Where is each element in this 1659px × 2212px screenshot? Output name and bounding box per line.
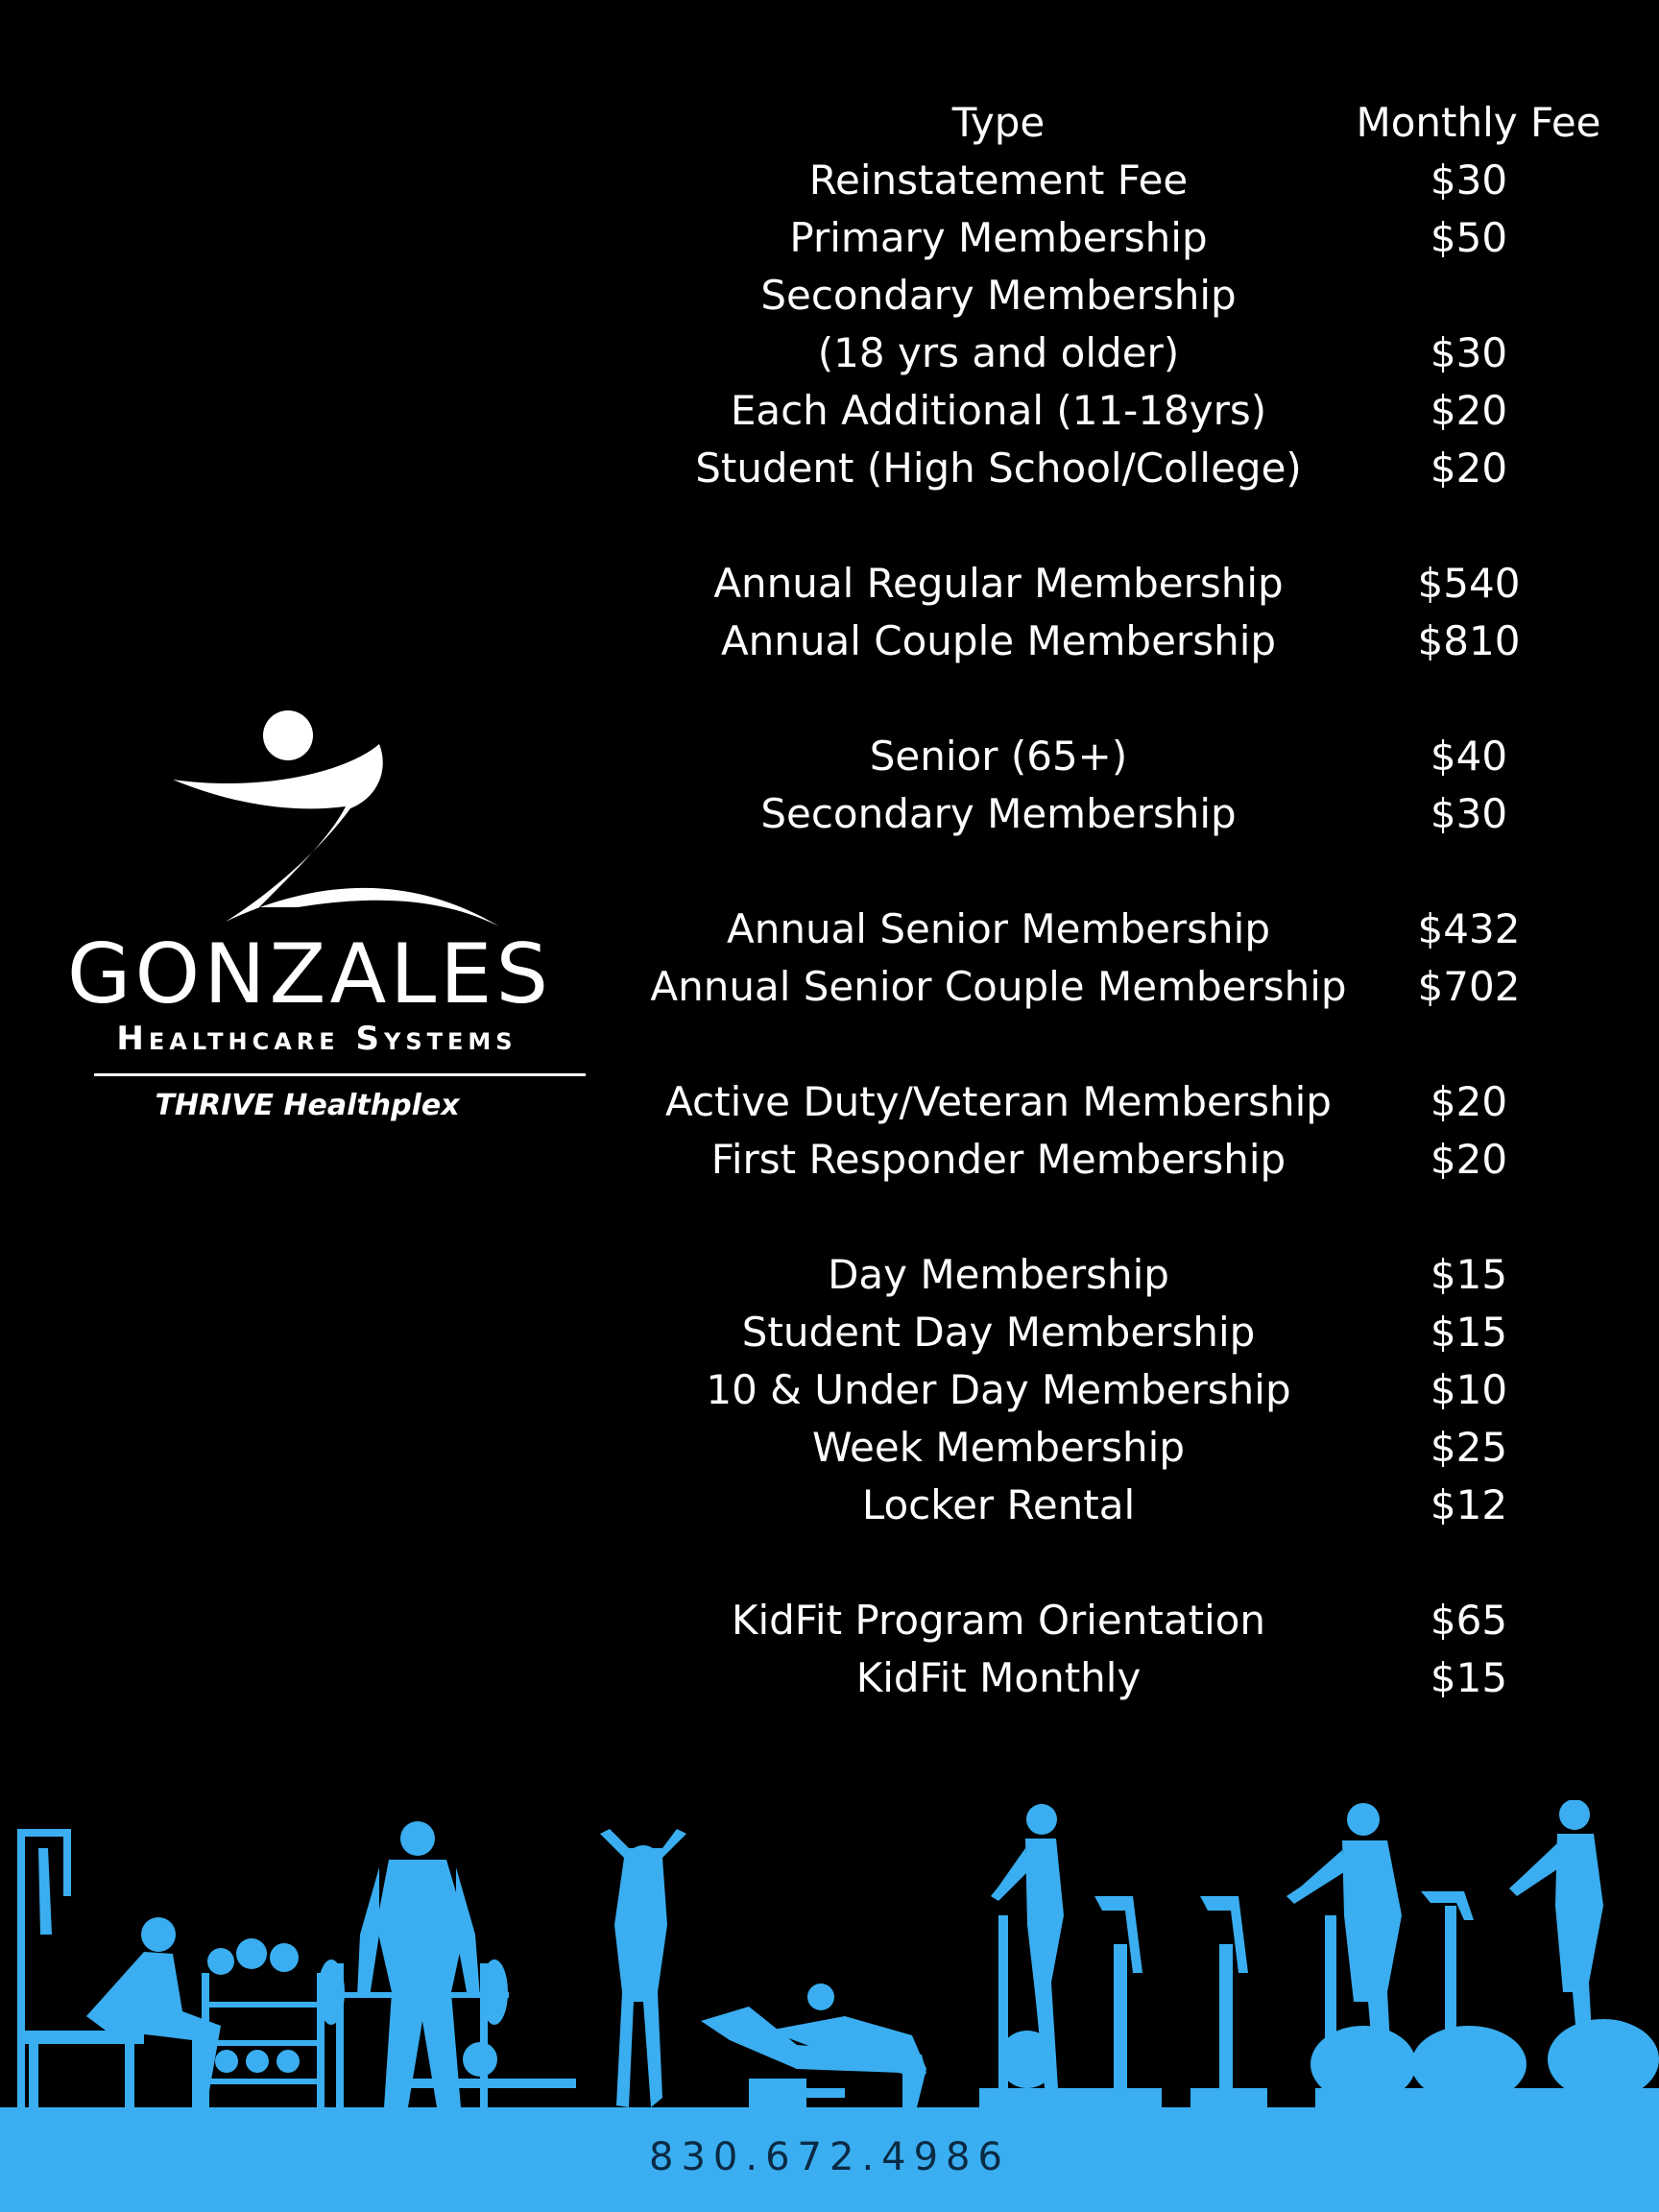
membership-type: Student (High School/College) <box>695 445 1302 492</box>
membership-type: Reinstatement Fee <box>808 156 1189 204</box>
membership-type: Annual Senior Couple Membership <box>650 963 1347 1010</box>
monthly-fee: $50 <box>1430 214 1508 261</box>
fee-row <box>0 209 1659 267</box>
membership-type: Annual Senior Membership <box>726 905 1271 952</box>
membership-type: Locker Rental <box>861 1481 1136 1528</box>
membership-type: Day Membership <box>828 1251 1169 1298</box>
membership-type: KidFit Program Orientation <box>731 1597 1266 1644</box>
membership-type: Annual Couple Membership <box>720 617 1277 664</box>
monthly-fee: $20 <box>1430 445 1508 492</box>
membership-type: Week Membership <box>811 1424 1185 1471</box>
type-column-header: Type <box>951 99 1046 146</box>
fee-row <box>0 152 1659 209</box>
membership-type: KidFit Monthly <box>855 1654 1142 1701</box>
membership-type: Student Day Membership <box>741 1309 1256 1356</box>
membership-type: 10 & Under Day Membership <box>706 1366 1291 1413</box>
fee-column-header: Monthly Fee <box>1356 99 1601 146</box>
fee-row <box>0 1304 1659 1361</box>
monthly-fee: $810 <box>1417 617 1521 664</box>
gym-silhouettes <box>0 1800 1659 2112</box>
membership-type: Secondary Membership <box>760 790 1237 837</box>
monthly-fee: $40 <box>1430 733 1508 780</box>
membership-type: First Responder Membership <box>710 1136 1286 1183</box>
monthly-fee: $540 <box>1417 560 1521 607</box>
monthly-fee: $15 <box>1430 1251 1508 1298</box>
fee-table-header <box>0 94 1659 152</box>
monthly-fee: $30 <box>1430 156 1508 204</box>
monthly-fee: $10 <box>1430 1366 1508 1413</box>
membership-type: Annual Regular Membership <box>713 560 1284 607</box>
membership-type: (18 yrs and older) <box>817 329 1180 376</box>
monthly-fee: $15 <box>1430 1654 1508 1701</box>
monthly-fee: $20 <box>1430 387 1508 434</box>
monthly-fee: $25 <box>1430 1424 1508 1471</box>
membership-type: Primary Membership <box>789 214 1208 261</box>
monthly-fee: $15 <box>1430 1309 1508 1356</box>
membership-type: Each Additional (11-18yrs) <box>730 387 1267 434</box>
fee-row <box>0 1477 1659 1534</box>
fee-row <box>0 613 1659 670</box>
monthly-fee: $20 <box>1430 1078 1508 1125</box>
fee-row <box>0 1361 1659 1419</box>
fee-row <box>0 1649 1659 1707</box>
fee-row <box>0 1131 1659 1189</box>
fee-row <box>0 325 1659 382</box>
gonzales-logo <box>58 691 576 1133</box>
monthly-fee: $65 <box>1430 1597 1508 1644</box>
logo-wordmark: GONZALES <box>66 926 553 1022</box>
monthly-fee: $702 <box>1417 963 1521 1010</box>
monthly-fee: $30 <box>1430 790 1508 837</box>
fee-row <box>0 382 1659 440</box>
membership-type: Senior (65+) <box>869 733 1128 780</box>
fee-row <box>0 267 1659 325</box>
fee-row <box>0 1246 1659 1304</box>
phone-number: 830.672.4986 <box>649 2135 1010 2179</box>
monthly-fee: $432 <box>1417 905 1521 952</box>
monthly-fee: $30 <box>1430 329 1508 376</box>
logo-divider <box>94 1073 586 1076</box>
monthly-fee: $20 <box>1430 1136 1508 1183</box>
fee-row <box>0 555 1659 613</box>
logo-subtitle: Healthcare Systems <box>116 1020 517 1058</box>
membership-type: Secondary Membership <box>760 272 1237 319</box>
fee-row <box>0 1419 1659 1477</box>
fee-row <box>0 1592 1659 1649</box>
logo-tagline: THRIVE Healthplex <box>155 1089 460 1122</box>
membership-type: Active Duty/Veteran Membership <box>665 1078 1332 1125</box>
monthly-fee: $12 <box>1430 1481 1508 1528</box>
fee-row <box>0 440 1659 497</box>
runner-figure-icon <box>58 691 576 931</box>
